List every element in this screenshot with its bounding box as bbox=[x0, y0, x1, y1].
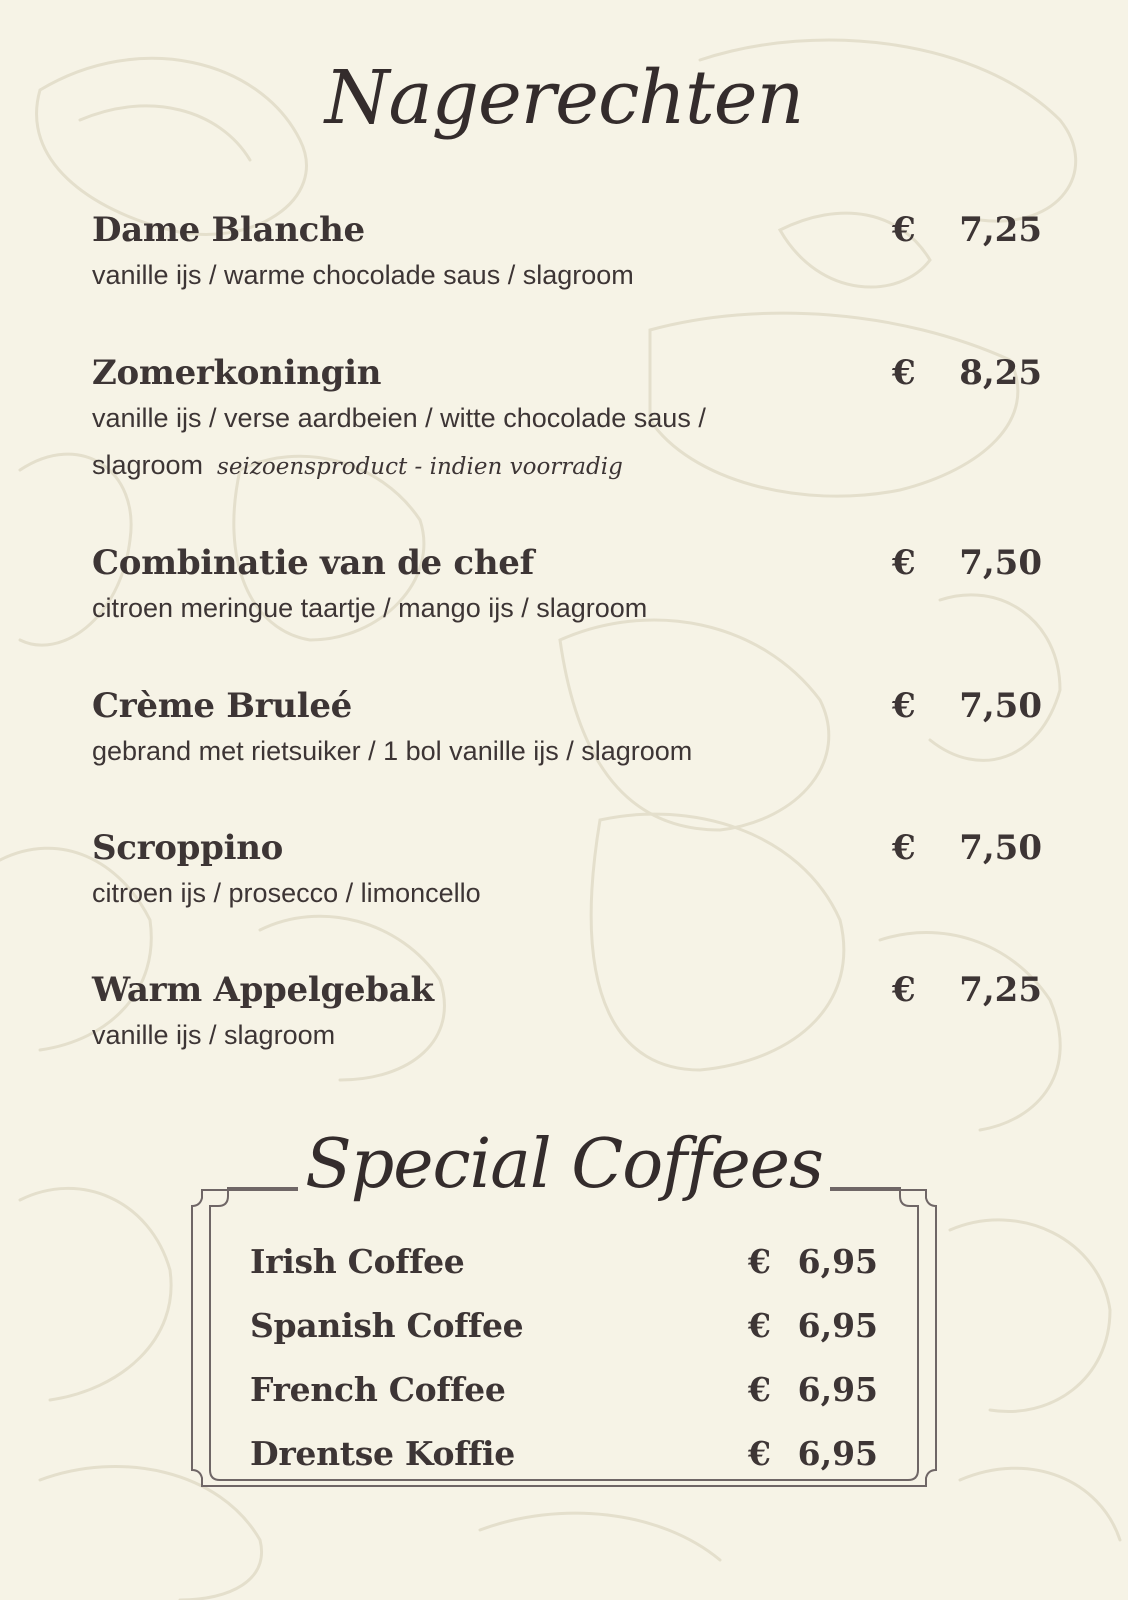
coffees-title: Special Coffees bbox=[305, 1125, 823, 1204]
item-name: Combinatie van de chef bbox=[92, 543, 534, 583]
item-price bbox=[892, 684, 1042, 728]
item-description: gebrand met rietsuiker / 1 bol vanille ijs / slagroom bbox=[92, 736, 693, 766]
menu-item bbox=[92, 208, 1042, 299]
item-name: Dame Blanche bbox=[92, 210, 365, 250]
menu-item bbox=[92, 826, 1042, 917]
coffee-item bbox=[250, 1304, 878, 1348]
item-description: citroen meringue taartje / mango ijs / slagroom bbox=[92, 593, 648, 623]
currency-symbol: € bbox=[892, 828, 916, 868]
currency-symbol: € bbox=[892, 353, 916, 393]
item-name: Crème Bruleé bbox=[92, 686, 352, 726]
coffee-price bbox=[748, 1304, 878, 1348]
item-description: citroen ijs / prosecco / limoncello bbox=[92, 878, 481, 908]
item-description: vanille ijs / warme chocolade saus / slagroom bbox=[92, 260, 634, 290]
coffee-item bbox=[250, 1432, 878, 1476]
price-amount: 6,95 bbox=[797, 1306, 878, 1345]
desserts-title: Nagerechten bbox=[324, 55, 804, 141]
item-price bbox=[892, 826, 1042, 870]
menu-item bbox=[92, 968, 1042, 1059]
coffee-name: French Coffee bbox=[250, 1370, 506, 1409]
currency-symbol: € bbox=[892, 543, 916, 583]
coffee-price bbox=[748, 1432, 878, 1476]
price-amount: 6,95 bbox=[797, 1434, 878, 1473]
coffee-name: Irish Coffee bbox=[250, 1242, 465, 1281]
coffee-name: Drentse Koffie bbox=[250, 1434, 515, 1473]
price-amount: 7,50 bbox=[959, 543, 1042, 583]
coffee-price bbox=[748, 1368, 878, 1412]
seasonal-note: seizoensproduct - indien voorradig bbox=[217, 454, 623, 480]
coffee-price bbox=[748, 1240, 878, 1284]
currency-symbol: € bbox=[748, 1306, 771, 1345]
menu-item bbox=[92, 351, 1042, 491]
currency-symbol: € bbox=[748, 1370, 771, 1409]
price-amount: 6,95 bbox=[797, 1242, 878, 1281]
price-amount: 7,25 bbox=[959, 210, 1042, 250]
price-amount: 7,50 bbox=[959, 686, 1042, 726]
item-name: Warm Appelgebak bbox=[92, 970, 434, 1010]
menu-item bbox=[92, 684, 1042, 775]
coffee-item bbox=[250, 1240, 878, 1284]
price-amount: 7,25 bbox=[959, 970, 1042, 1010]
item-price bbox=[892, 541, 1042, 585]
item-description: vanille ijs / slagroom bbox=[92, 1020, 336, 1050]
coffee-item bbox=[250, 1368, 878, 1412]
currency-symbol: € bbox=[748, 1434, 771, 1473]
description-text: vanille ijs / verse aardbeien / witte chocolade saus / slagroom bbox=[92, 403, 706, 480]
item-price bbox=[892, 968, 1042, 1012]
currency-symbol: € bbox=[892, 970, 916, 1010]
item-description bbox=[92, 395, 812, 491]
currency-symbol: € bbox=[892, 210, 916, 250]
price-amount: 6,95 bbox=[797, 1370, 878, 1409]
price-amount: 7,50 bbox=[959, 828, 1042, 868]
price-amount: 8,25 bbox=[959, 353, 1042, 393]
coffee-name: Spanish Coffee bbox=[250, 1306, 524, 1345]
item-name: Zomerkoningin bbox=[92, 353, 382, 393]
currency-symbol: € bbox=[892, 686, 916, 726]
item-price bbox=[892, 351, 1042, 395]
menu-item bbox=[92, 541, 1042, 632]
item-name: Scroppino bbox=[92, 828, 284, 868]
item-price bbox=[892, 208, 1042, 252]
currency-symbol: € bbox=[748, 1242, 771, 1281]
